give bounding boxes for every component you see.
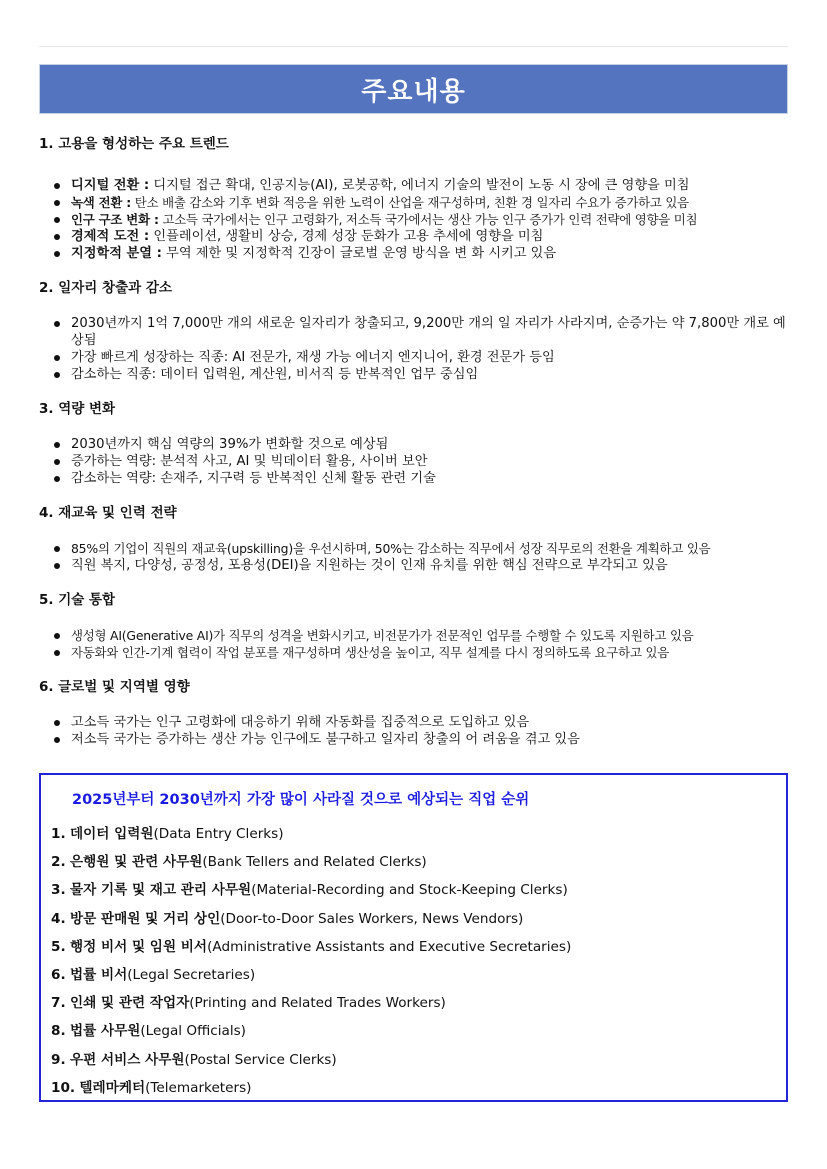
bullet-list <box>39 714 788 748</box>
rank-number: 8. <box>51 1023 66 1040</box>
list-item <box>39 366 788 383</box>
job-english: (Bank Tellers and Related Clerks) <box>202 854 427 871</box>
list-item <box>39 315 788 349</box>
bullet-icon <box>54 321 60 327</box>
job-korean: 행정 비서 및 임원 비서 <box>69 938 208 955</box>
item-term: 녹색 전환 : <box>71 195 132 210</box>
section-jobs <box>39 279 788 383</box>
list-item <box>39 194 788 211</box>
item-text: 저소득 국가는 증가하는 생산 가능 인구에도 불구하고 일자리 창출의 어 려움을 겪고 있음 <box>71 732 580 747</box>
list-item <box>39 540 788 557</box>
bullet-icon <box>54 183 60 189</box>
job-korean: 방문 판매원 및 거리 상인 <box>69 910 221 927</box>
item-text: 자동화와 인간-기계 협력이 작업 분포를 재구성하며 생산성을 높이고, 직무 설계를 다시 정의하도록 요구하고 있음 <box>71 645 670 660</box>
item-text: 탄소 배출 감소와 기후 변화 적응을 위한 노력이 산업을 재구성하며, 친환 경 일자리 수요가 증가하고 있음 <box>131 195 689 210</box>
bullet-icon <box>54 476 60 482</box>
item-text: 증가하는 역량: 분석적 사고, AI 및 빅데이터 활용, 사이버 보안 <box>71 454 428 469</box>
job-korean: 법률 비서 <box>69 966 128 983</box>
section-trends <box>39 135 788 262</box>
list-item <box>39 644 788 661</box>
item-text: 2030년까지 1억 7,000만 개의 새로운 일자리가 창출되고, 9,200만 개의 일 자리가 사라지며, 순증가는 약 7,800만 개로 예상됨 <box>71 316 786 348</box>
rank-number: 1. <box>51 826 66 842</box>
rank-number: 3. <box>51 882 66 899</box>
rank-number: 2. <box>51 854 66 871</box>
list-item <box>39 211 788 228</box>
ranking-list <box>51 820 571 1102</box>
item-text: 디지털 접근 확대, 인공지능(AI), 로봇공학, 에너지 기술의 발전이 노동 시 장에 큰 영향을 미침 <box>149 178 690 193</box>
rank-number: 9. <box>51 1051 66 1068</box>
list-item <box>39 714 788 731</box>
bullet-icon <box>54 200 60 206</box>
section-skills <box>39 400 788 487</box>
list-item <box>39 731 788 748</box>
item-term: 디지털 전환 : <box>71 178 150 193</box>
job-korean: 물자 기록 및 재고 관리 사무원 <box>69 882 252 899</box>
ranking-item <box>51 1074 571 1102</box>
job-english: (Legal Officials) <box>140 1023 246 1040</box>
item-text: 무역 제한 및 지정학적 긴장이 글로벌 운영 방식을 변 화 시키고 있음 <box>161 246 557 261</box>
section-heading: 2. 일자리 창출과 감소 <box>39 280 172 296</box>
item-term: 경제적 도전 : <box>71 229 150 244</box>
disappearing-jobs-box <box>39 773 788 1102</box>
section-heading: 6. 글로벌 및 지역별 영향 <box>39 679 190 695</box>
rank-number: 6. <box>51 966 66 983</box>
item-text: 생성형 AI(Generative AI)가 직무의 성격을 변화시키고, 비전문가가 전문적인 업무를 수행할 수 있도록 지원하고 있음 <box>71 628 694 643</box>
job-english: (Door-to-Door Sales Workers, News Vendors) <box>220 910 524 927</box>
ranking-item <box>51 876 571 904</box>
bullet-icon <box>54 251 60 257</box>
bullet-icon <box>54 546 60 552</box>
job-korean: 텔레마케터 <box>79 1079 146 1096</box>
ranking-item <box>51 820 571 848</box>
list-item <box>39 349 788 366</box>
bullet-icon <box>54 459 60 465</box>
item-text: 고소득 국가는 인구 고령화에 대응하기 위해 자동화를 집중적으로 도입하고 있음 <box>71 715 530 730</box>
bullet-icon <box>54 217 60 223</box>
list-item <box>39 470 788 487</box>
ranking-item <box>51 1017 571 1045</box>
bullet-icon <box>54 720 60 726</box>
list-item <box>39 228 788 245</box>
ranking-item <box>51 905 571 933</box>
list-item <box>39 453 788 470</box>
ranking-item <box>51 933 571 961</box>
bullet-list <box>39 177 788 262</box>
bullet-list <box>39 436 788 487</box>
ranking-item <box>51 989 571 1017</box>
item-text: 85%의 기업이 직원의 재교육(upskilling)을 우선시하며, 50%는 감소하는 직무에서 성장 직무로의 전환을 계획하고 있음 <box>71 541 711 556</box>
section-tech-integration <box>39 591 788 661</box>
rank-number: 10. <box>51 1079 76 1096</box>
title-banner <box>39 64 788 114</box>
bullet-list <box>39 627 788 661</box>
bullet-icon <box>54 442 60 448</box>
item-text: 감소하는 직종: 데이터 입력원, 계산원, 비서직 등 반복적인 업무 중심임 <box>71 367 479 382</box>
rank-number: 7. <box>51 995 66 1012</box>
main-content <box>39 124 788 748</box>
item-text: 고소득 국가에서는 인구 고령화가, 저소득 국가에서는 생산 가능 인구 증가가 인력 전략에 영향을 미침 <box>158 212 698 227</box>
job-english: (Data Entry Clerks) <box>153 826 284 842</box>
job-korean: 데이터 입력원 <box>69 826 154 842</box>
page-title: 주요내용 <box>361 76 466 107</box>
job-korean: 우편 서비스 사무원 <box>69 1051 185 1068</box>
bullet-icon <box>54 234 60 240</box>
item-text: 2030년까지 핵심 역량의 39%가 변화할 것으로 예상됨 <box>71 437 389 452</box>
bullet-icon <box>54 650 60 656</box>
ranking-item <box>51 848 571 876</box>
job-english: (Legal Secretaries) <box>127 966 256 983</box>
bullet-icon <box>54 563 60 569</box>
rank-number: 5. <box>51 938 66 955</box>
section-heading: 4. 재교육 및 인력 전략 <box>39 505 177 521</box>
job-english: (Telemarketers) <box>145 1079 252 1096</box>
job-korean: 은행원 및 관련 사무원 <box>69 854 203 871</box>
job-korean: 법률 사무원 <box>69 1023 141 1040</box>
list-item <box>39 436 788 453</box>
section-heading: 1. 고용을 형성하는 주요 트렌드 <box>39 136 229 152</box>
list-item <box>39 557 788 574</box>
list-item <box>39 627 788 644</box>
job-english: (Administrative Assistants and Executive Secretaries) <box>207 938 572 955</box>
job-korean: 인쇄 및 관련 작업자 <box>69 995 190 1012</box>
item-term: 인구 구조 변화 : <box>71 212 159 227</box>
job-english: (Postal Service Clerks) <box>184 1051 337 1068</box>
section-reskilling <box>39 504 788 574</box>
item-text: 가장 빠르게 성장하는 직종: AI 전문가, 재생 가능 에너지 엔지니어, 환경 전문가 등임 <box>71 350 555 365</box>
bullet-list <box>39 540 788 574</box>
item-text: 인플레이션, 생활비 상승, 경제 성장 둔화가 고용 추세에 영향을 미침 <box>149 229 544 244</box>
bullet-icon <box>54 355 60 361</box>
job-english: (Material-Recording and Stock-Keeping Clerks) <box>251 882 568 899</box>
bullet-list <box>39 315 788 383</box>
item-text: 감소하는 역량: 손재주, 지구력 등 반복적인 신체 활동 관련 기술 <box>71 471 436 486</box>
rank-number: 4. <box>51 910 66 927</box>
ranking-title: 2025년부터 2030년까지 가장 많이 사라질 것으로 예상되는 직업 순위 <box>72 792 530 808</box>
section-heading: 3. 역량 변화 <box>39 401 116 417</box>
top-divider <box>39 46 788 47</box>
job-english: (Printing and Related Trades Workers) <box>189 995 446 1012</box>
list-item <box>39 177 788 194</box>
ranking-item <box>51 1046 571 1074</box>
bullet-icon <box>54 633 60 639</box>
section-global-impact <box>39 678 788 748</box>
bullet-icon <box>54 737 60 743</box>
item-text: 직원 복지, 다양성, 공정성, 포용성(DEI)을 지원하는 것이 인재 유치를 위한 핵심 전략으로 부각되고 있음 <box>71 558 668 573</box>
list-item <box>39 245 788 262</box>
ranking-item <box>51 961 571 989</box>
item-term: 지정학적 분열 : <box>71 246 162 261</box>
section-heading: 5. 기술 통합 <box>39 592 116 608</box>
bullet-icon <box>54 372 60 378</box>
